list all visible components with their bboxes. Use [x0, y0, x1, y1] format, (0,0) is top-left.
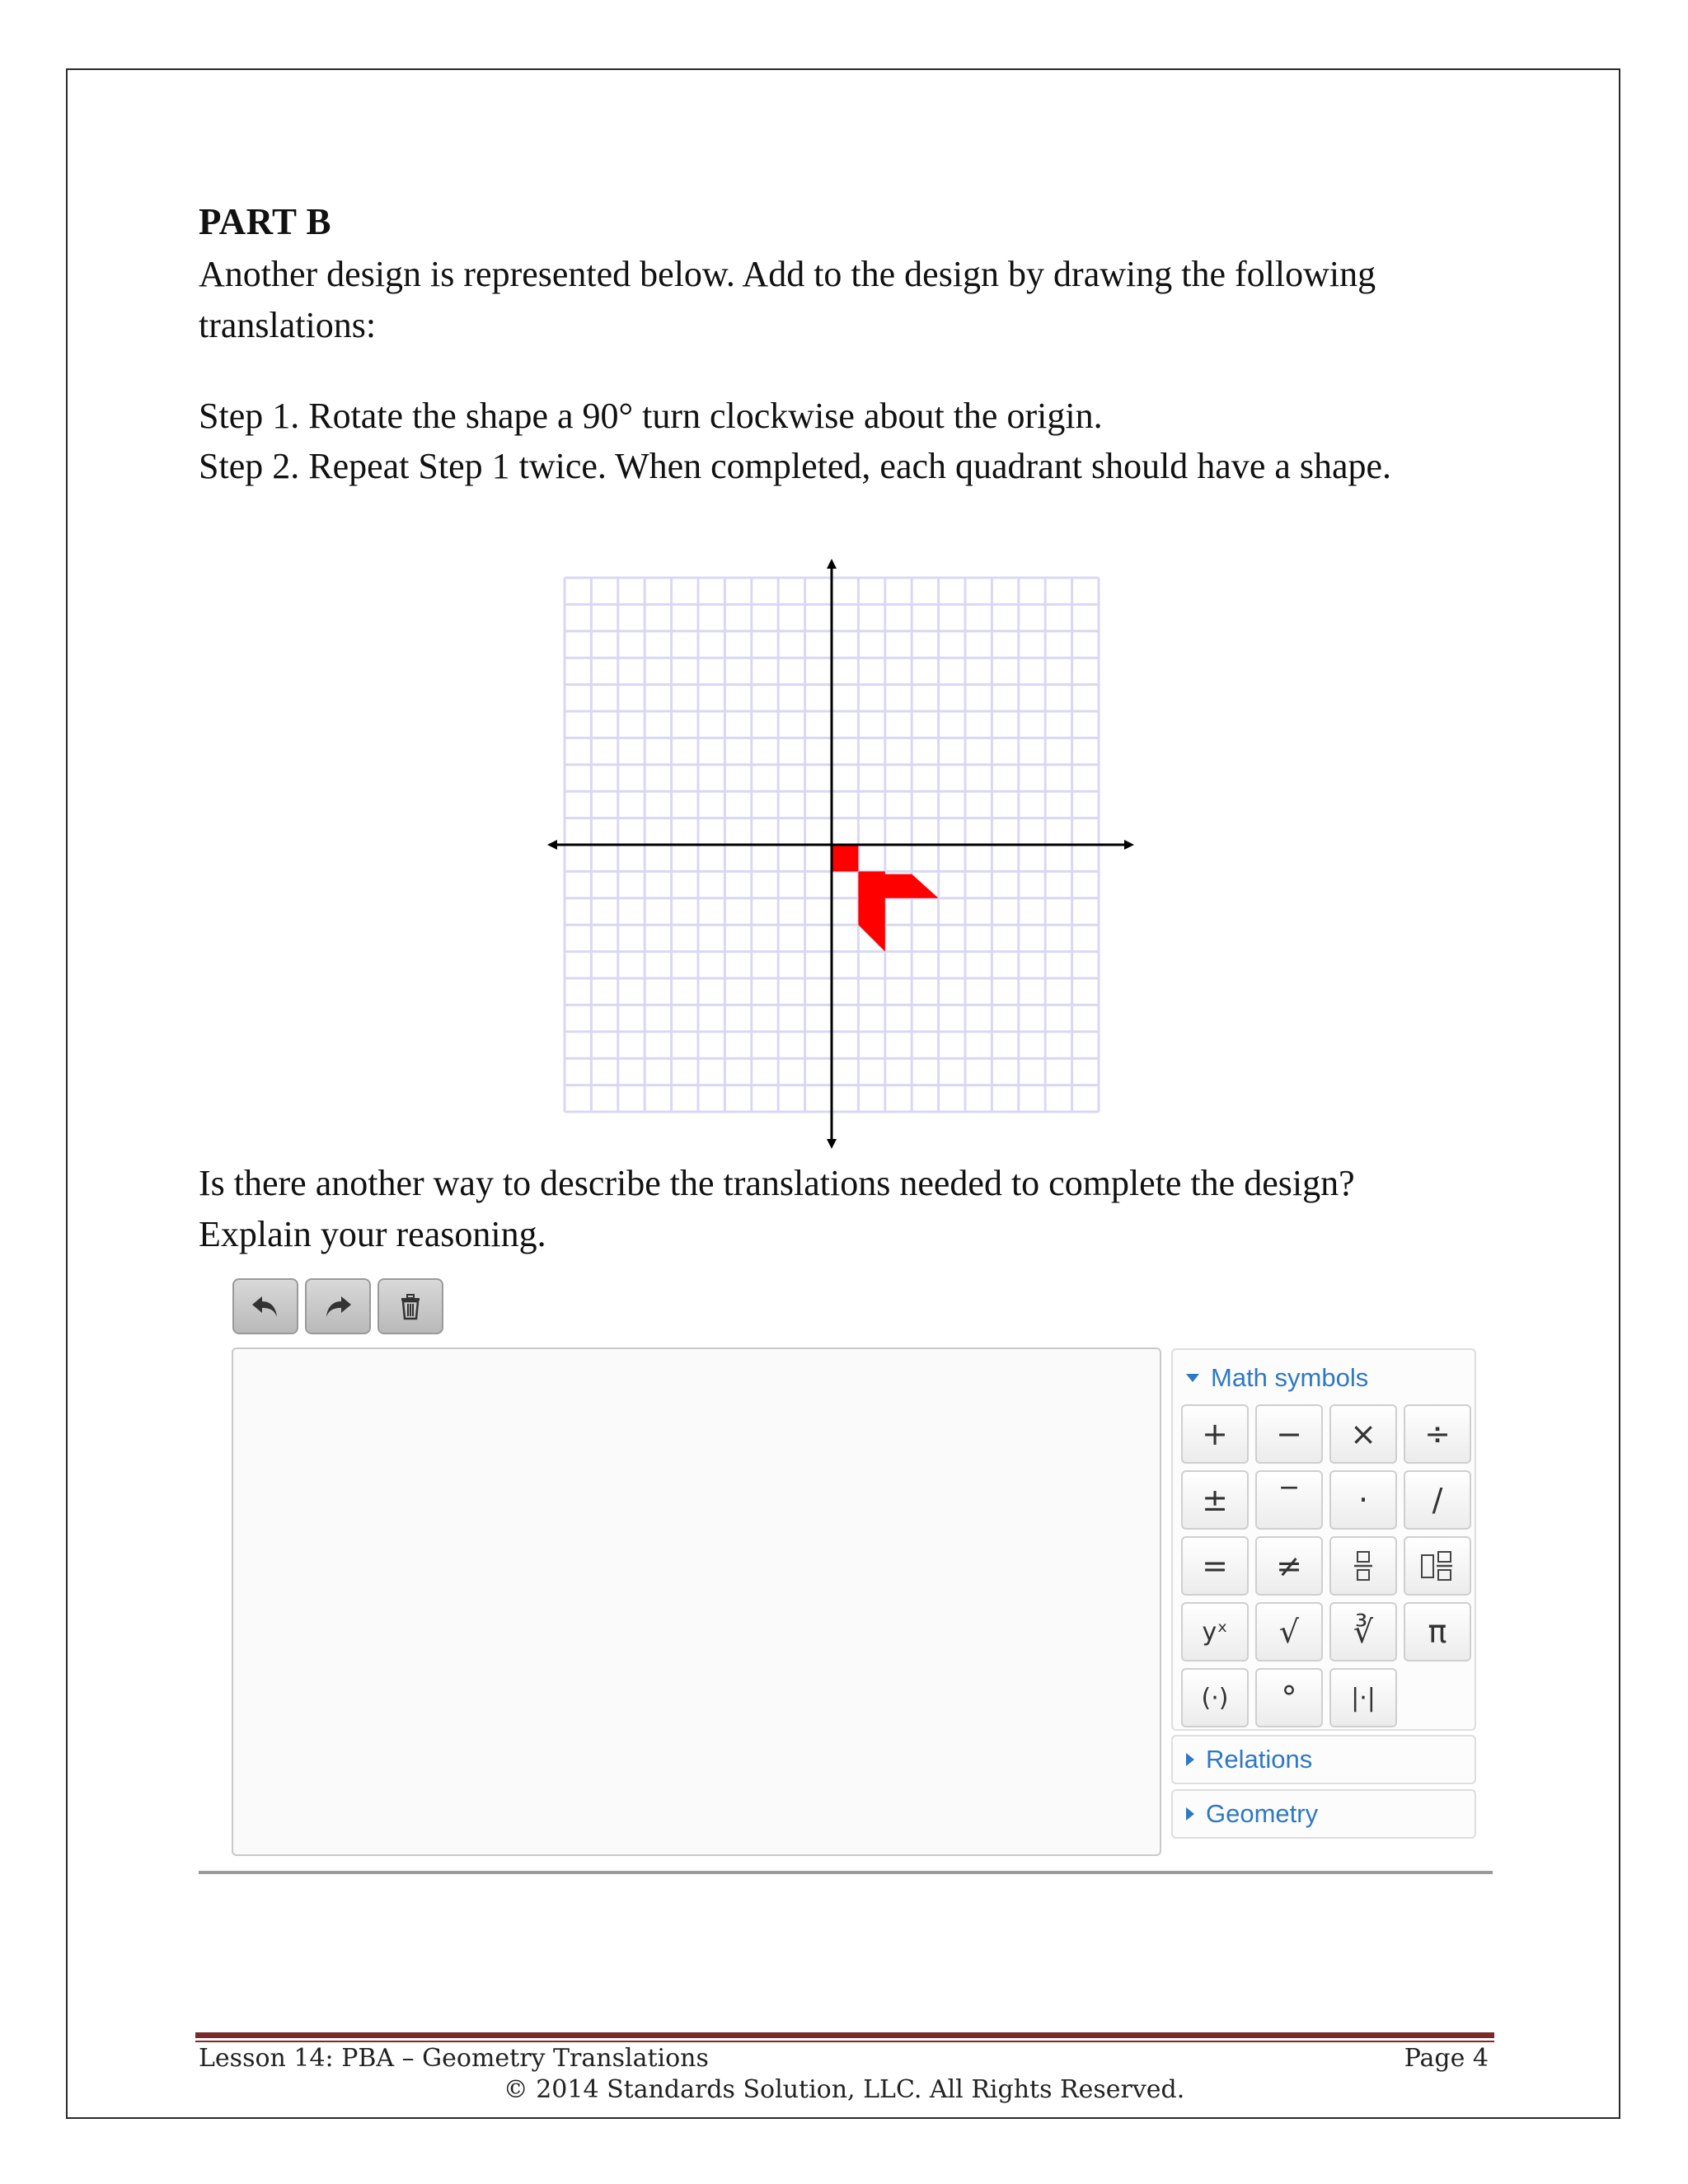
coordinate-grid-svg[interactable] [544, 557, 1137, 1151]
redo-button[interactable] [305, 1278, 371, 1334]
footer-lesson-title: Lesson 14: PBA – Geometry Translations [199, 2044, 709, 2073]
times-key[interactable]: × [1329, 1404, 1397, 1464]
caret-right-icon [1186, 1753, 1194, 1766]
math-symbols-panel [1171, 1348, 1476, 1731]
x-axis-arrow-left [547, 840, 557, 850]
plus-key[interactable]: + [1181, 1404, 1249, 1464]
editor-divider [199, 1871, 1493, 1874]
question-line-1: Is there another way to describe the translations needed to complete the design? [199, 1163, 1355, 1203]
equals-key[interactable]: = [1181, 1536, 1249, 1596]
relations-label: Relations [1206, 1745, 1313, 1774]
trash-icon [394, 1290, 427, 1323]
footer-rule [195, 2032, 1494, 2038]
divide-key[interactable]: ÷ [1404, 1404, 1471, 1464]
cube-root-key[interactable]: ∛ [1329, 1602, 1397, 1661]
math-symbols-header[interactable] [1173, 1363, 1368, 1393]
step-2-text: Step 2. Repeat Step 1 twice. When completed, each quadrant should have a shape. [199, 446, 1392, 486]
undo-icon [249, 1290, 282, 1323]
intro-line-1: Another design is represented below. Add to the design by drawing the following [199, 254, 1376, 294]
fraction-icon [1345, 1548, 1381, 1584]
relations-header[interactable] [1173, 1736, 1475, 1783]
dot-key[interactable]: · [1329, 1470, 1397, 1530]
editor-toolbar [232, 1278, 443, 1334]
redo-icon [321, 1290, 354, 1323]
pi-key[interactable]: π [1404, 1602, 1471, 1661]
geometry-header[interactable] [1173, 1791, 1475, 1837]
symbol-keys [1181, 1404, 1471, 1727]
math-symbols-label: Math symbols [1211, 1363, 1369, 1392]
answer-text-area[interactable] [232, 1347, 1161, 1856]
design-shape-2 [858, 871, 938, 951]
caret-down-icon [1186, 1374, 1199, 1382]
question-paragraph [199, 1158, 1355, 1260]
exponent-key[interactable]: yˣ [1181, 1602, 1249, 1661]
mixed-number-key[interactable] [1404, 1536, 1471, 1596]
y-axis-arrow-down [827, 1139, 837, 1149]
absolute-value-key[interactable]: |·| [1329, 1668, 1397, 1727]
geometry-panel[interactable] [1171, 1789, 1476, 1839]
slash-key[interactable]: / [1404, 1470, 1471, 1530]
part-title: PART B [199, 201, 332, 242]
delete-button[interactable] [377, 1278, 443, 1334]
parentheses-key[interactable]: (·) [1181, 1668, 1249, 1727]
footer-rule-thin [195, 2041, 1494, 2042]
step-1-text: Step 1. Rotate the shape a 90° turn clockwise about the origin. [199, 396, 1103, 436]
y-axis-arrow-up [827, 559, 837, 569]
mixed-number-icon [1419, 1548, 1456, 1584]
minus-key[interactable]: − [1255, 1404, 1323, 1464]
overline-key[interactable]: ‾ [1255, 1470, 1323, 1530]
coordinate-grid[interactable] [544, 557, 1137, 1151]
question-line-2: Explain your reasoning. [199, 1214, 546, 1254]
not-equal-key[interactable]: ≠ [1255, 1536, 1323, 1596]
degree-key[interactable]: ° [1255, 1668, 1323, 1727]
caret-right-icon [1186, 1807, 1194, 1821]
x-axis-arrow-right [1124, 840, 1134, 850]
undo-button[interactable] [232, 1278, 298, 1334]
design-shape-1 [832, 845, 858, 871]
intro-paragraph [199, 249, 1376, 351]
geometry-label: Geometry [1206, 1799, 1319, 1828]
relations-panel[interactable] [1171, 1735, 1476, 1784]
intro-line-2: translations: [199, 305, 377, 345]
footer-copyright: © 2014 Standards Solution, LLC. All Rights Reserved. [503, 2075, 1185, 2104]
plus-minus-key[interactable]: ± [1181, 1470, 1249, 1530]
fraction-key[interactable] [1329, 1536, 1397, 1596]
square-root-key[interactable]: √ [1255, 1602, 1323, 1661]
footer-page-number: Page 4 [1404, 2044, 1489, 2073]
